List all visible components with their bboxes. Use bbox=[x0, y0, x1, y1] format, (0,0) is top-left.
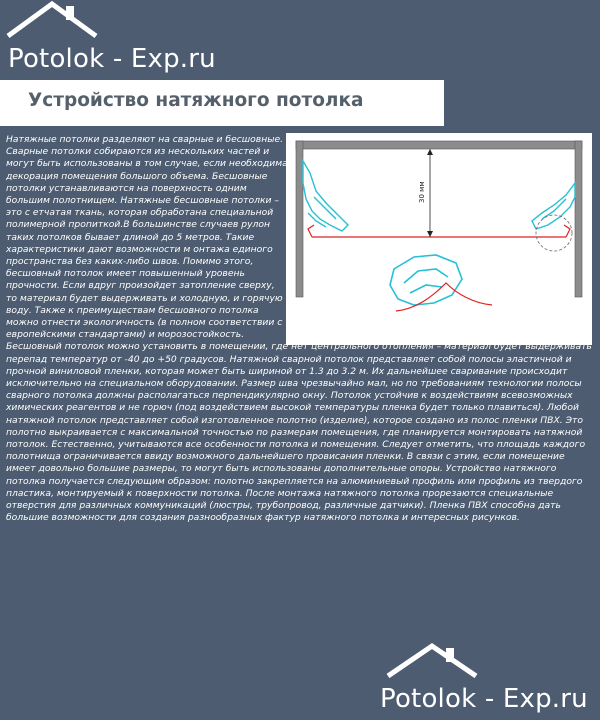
site-logo-top[interactable] bbox=[0, 0, 260, 80]
page-title: Устройство натяжного потолка bbox=[28, 90, 364, 111]
site-logo-text: Potolok - Exp.ru bbox=[8, 44, 216, 74]
site-logo-bottom[interactable] bbox=[380, 640, 600, 720]
site-logo-text: Potolok - Exp.ru bbox=[380, 684, 588, 714]
figure-spacer bbox=[288, 134, 596, 338]
dimension-label: 30 мм bbox=[418, 181, 426, 203]
article-text: Натяжные потолки разделяют на сварные и бесшовные. Сварные потолки собираются из нескольких частей и могут быть использованы в том случае, если необходима декорация помещения большого объема. Бесшовные потолки устанавливаются на поверхность одним большим полотнищем. Натяжные бесшовные потолки – это с етчатая ткань, которая обработана специальной полимерной пропиткой.В большинстве случаев рулон таких потолков бывает длиной до 5 метров. Такие характеристики дают возможности м онтажа единого пространства без каких-либо швов. Помимо этого, бесшовный потолок имеет повышенный уровень прочности. Если вдруг произойдет затопление сверху, то материал будет выдерживать и холодную, и горячую воду. Также к преимуществам бесшовного потолка можно отнести экологичность (в полном соответствии с европейскими стандартами) и морозостойкость. Бесшовный потолок можно установить в помещении, где нет центрального отопления – материал будет выдерживать перепад температур от -40 до +50 градусов. Натяжной сварной потолок представляет собой полосы эластичной и прочной виниловой пленки, которая может быть шириной от 1.3 до 3.2 м. Их дальнейшее сваривание происходит исключительно на специальном оборудовании. Размер шва чрезвычайно мал, но по требованиям технологии полосы сварного потолка должны располагаться перпендикулярно окну. Потолок устойчив к воздействиям всевозможных химических реагентов и не горюч (под воздействием высокой температуры пленка будет только плавиться). Любой натяжной потолок представляет собой изготовленное полотно (изделие), которое создано из полос пленки ПВХ. Это полотно выкраивается с максимальной точностью по размерам помещения, где планируется монтировать натяжной потолок. Естественно, учитываются все особенности потолка и помещения. Следует отметить, что площадь каждого полотнища ограничивается ввиду возможного дальнейшего провисания пленки. В связи с этим, если помещение имеет довольно большие размеры, то могут быть использованы дополнительные опоры. Устройство натяжного потолка получается следующим образом: полотно закрепляется на алюминиевый профиль или профиль из твердого пластика, монтируемый к поверхности потолка. После монтажа натяжного потолка прорезаются специальные отверстия для различных коммуникаций (люстры, трубопровод, различные датчики). Пленка ПВХ способна дать большие возможности для создания разнообразных фактур натяжного потолка и интересных рисунков. bbox=[6, 134, 592, 524]
article-body bbox=[6, 134, 596, 525]
house-roof-icon bbox=[6, 0, 98, 42]
house-roof-icon bbox=[386, 642, 478, 682]
page-title-bar bbox=[0, 80, 444, 126]
